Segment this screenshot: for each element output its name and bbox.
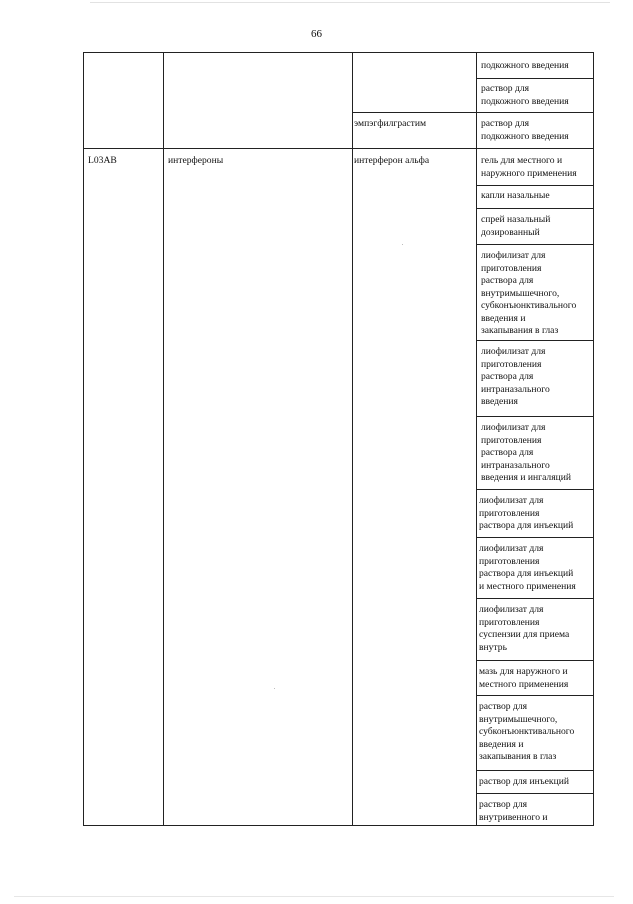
row-divider-form [476, 185, 594, 186]
scan-speck [402, 244, 403, 245]
table-cell-form: раствор для внутривенного и [479, 799, 548, 823]
table-cell-form: лиофилизат для приготовления раствора для инъекций [479, 495, 574, 531]
table-cell-form: капли назальные [481, 190, 550, 201]
table-cell-drug: эмпэгфилграстим [354, 118, 427, 129]
table-cell-form: спрей назальный дозированный [481, 214, 551, 238]
table-cell-form: подкожного введения [481, 60, 569, 71]
row-divider-drug [352, 112, 594, 113]
row-divider-form [476, 537, 594, 538]
table-cell-form: лиофилизат для приготовления раствора для инъекций и местного применения [479, 543, 576, 592]
row-divider-main [83, 148, 594, 149]
row-divider-form [476, 793, 594, 794]
table-cell-form: лиофилизат для приготовления раствора для интраназального введения [481, 346, 550, 407]
column-divider-group [352, 52, 353, 826]
row-divider-form [476, 598, 594, 599]
table-cell-form: лиофилизат для приготовления раствора для интраназального введения и ингаляций [481, 422, 572, 483]
row-divider-form [476, 695, 594, 696]
row-divider-form [476, 208, 594, 209]
table-cell-drug: интерферон альфа [354, 155, 430, 166]
table-cell-form: раствор для внутримышечного, субконъюнктивального введения и закапывания в глаз [479, 701, 575, 762]
table-cell-atc-code: L03AB [88, 155, 117, 166]
row-divider-form [476, 660, 594, 661]
scan-edge-bottom [14, 896, 614, 897]
row-divider-form [476, 770, 594, 771]
row-divider-form [476, 416, 594, 417]
row-divider-form [476, 244, 594, 245]
scan-speck [274, 688, 275, 689]
table-cell-form: лиофилизат для приготовления раствора для внутримышечного, субконъюнктивального введения и закапывания в глаз [481, 250, 577, 336]
page-number: 66 [311, 28, 322, 40]
row-divider-form [476, 489, 594, 490]
row-divider-form [476, 340, 594, 341]
table-cell-form: раствор для инъекций [479, 776, 569, 787]
row-divider-form [476, 78, 594, 79]
table-cell-form: раствор для подкожного введения [481, 83, 569, 107]
column-divider-code [163, 52, 164, 826]
table-cell-form: лиофилизат для приготовления суспензии для приема внутрь [479, 604, 570, 653]
table-cell-form: раствор для подкожного введения [481, 118, 569, 142]
column-divider-drug [476, 52, 477, 826]
table-cell-form: мазь для наружного и местного применения [479, 666, 569, 690]
table-cell-form: гель для местного и наружного применения [481, 155, 577, 179]
table-cell-group: интерфероны [168, 155, 224, 166]
scan-edge-top [90, 2, 610, 3]
